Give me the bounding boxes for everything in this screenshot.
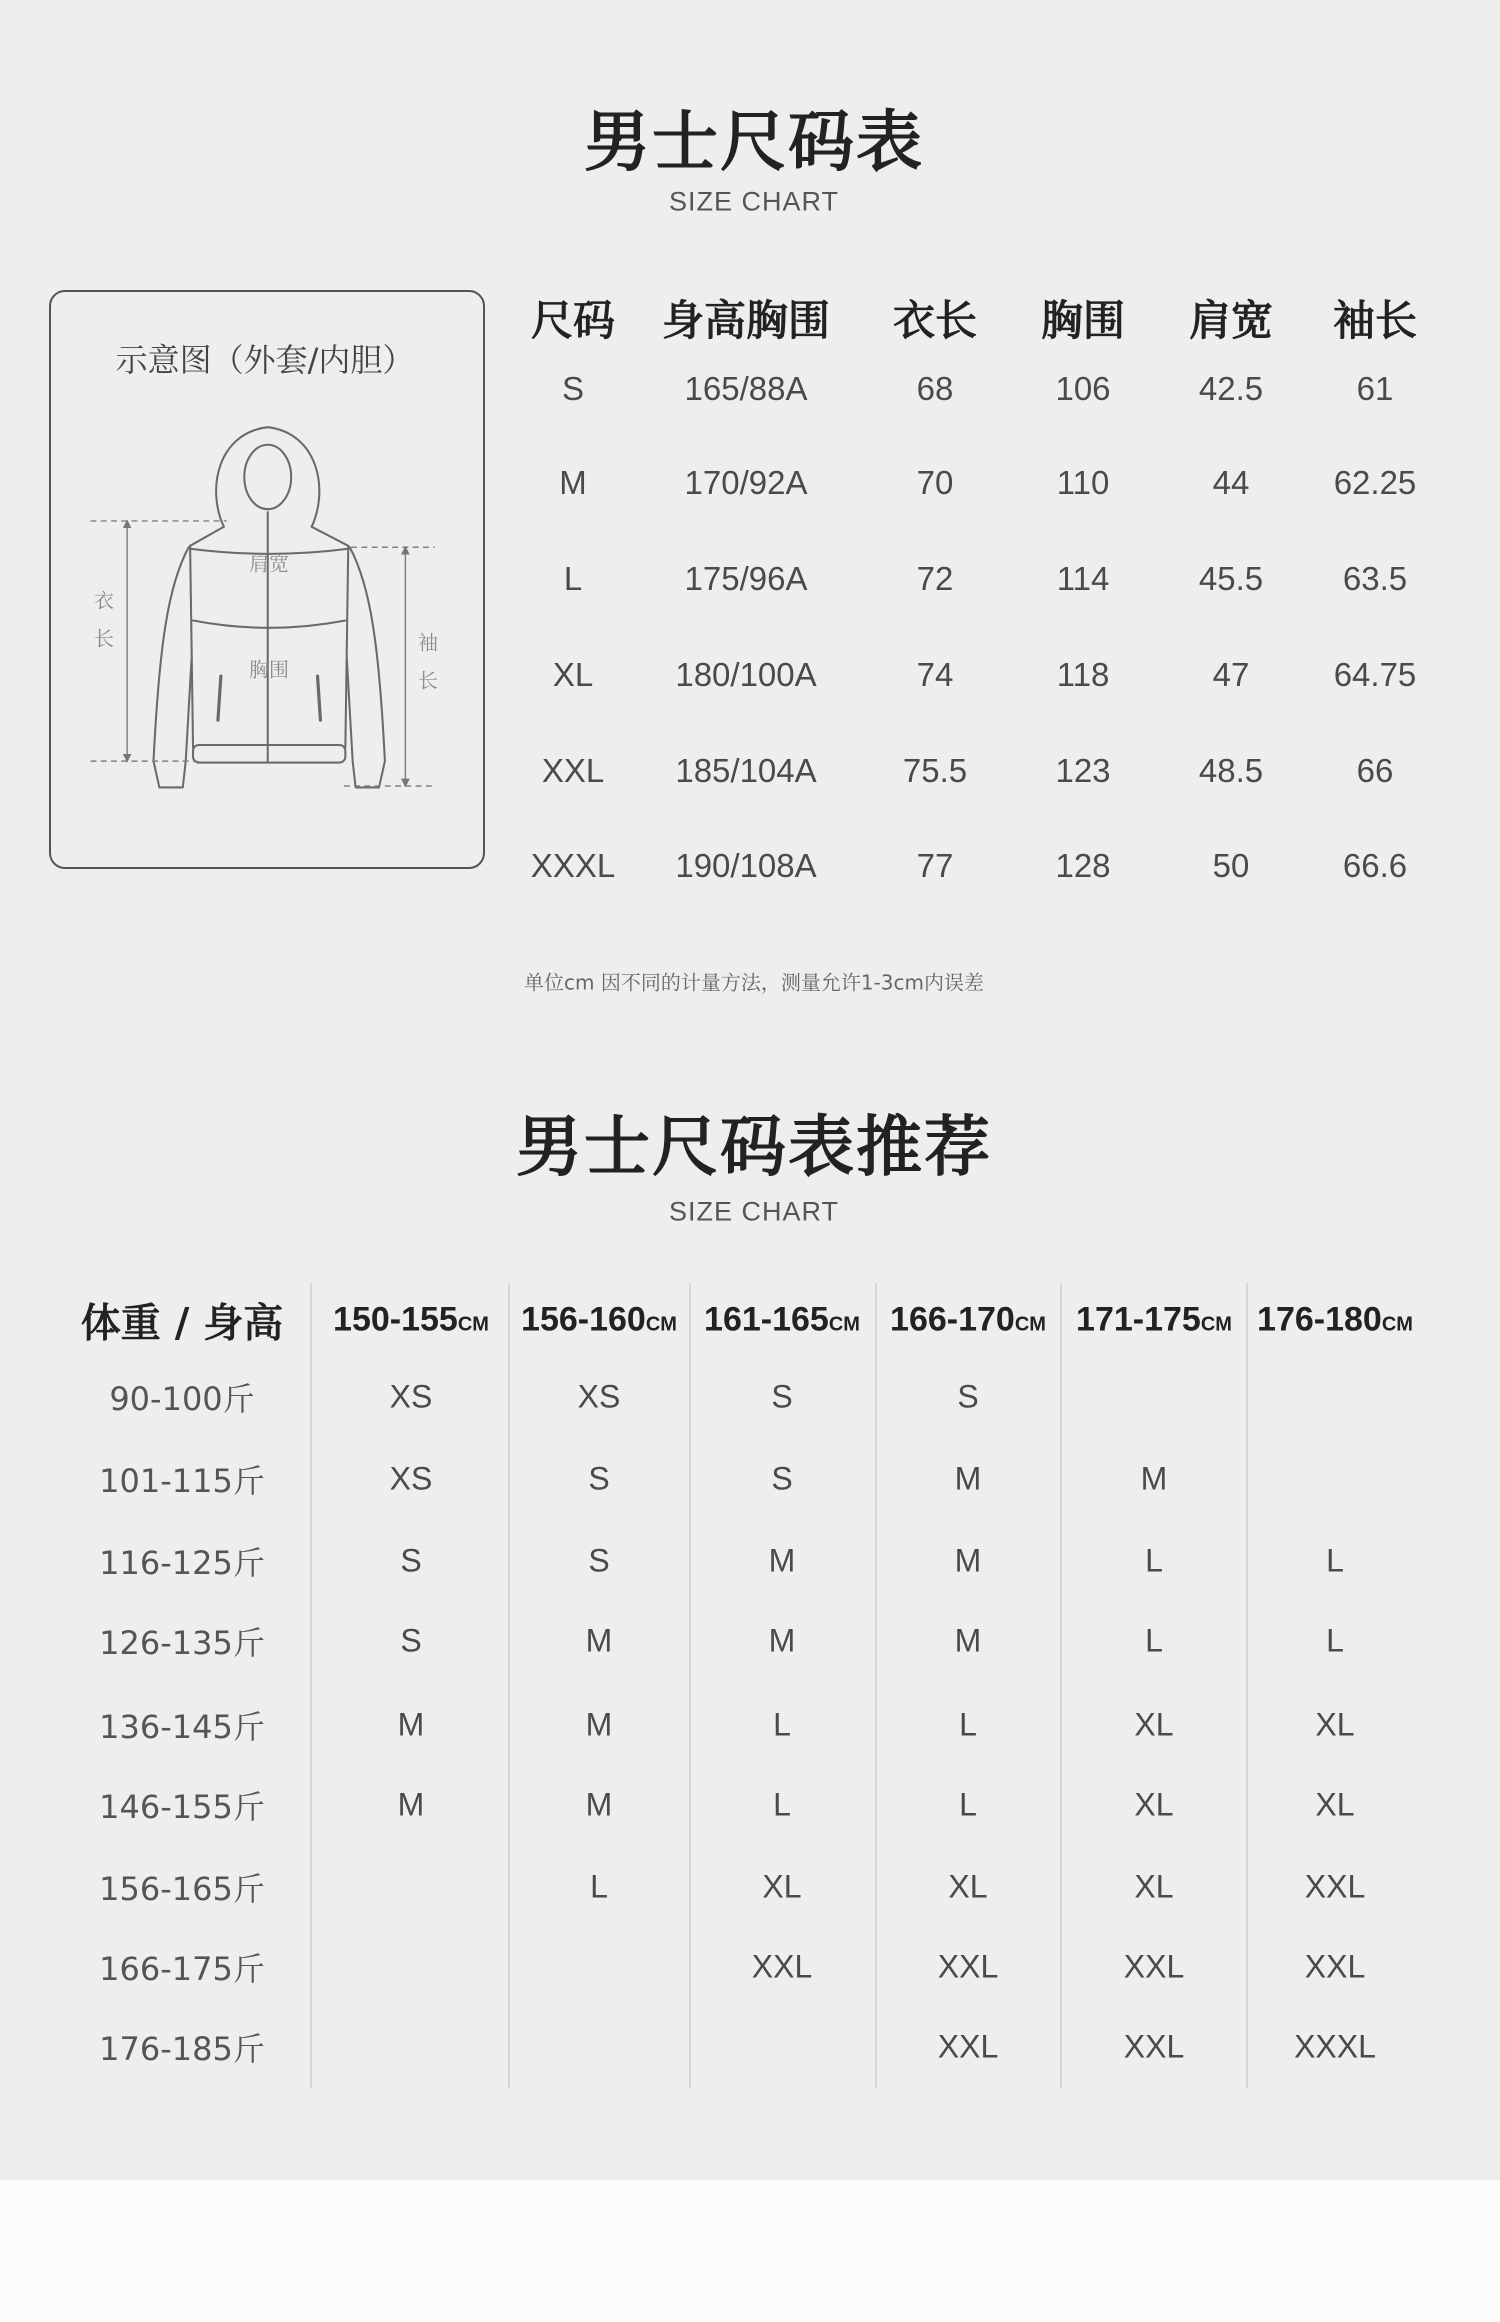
height-range-unit: CM: [1381, 1313, 1413, 1336]
height-range-header: [1076, 1301, 1232, 1340]
recommended-size-cell: L: [1145, 1542, 1163, 1579]
height-range-value: 171-175: [1076, 1300, 1201, 1339]
size-value-cell: 123: [1055, 752, 1111, 789]
size-value-cell: 47: [1212, 656, 1250, 693]
size-label-cell: XXXL: [530, 847, 616, 884]
size-column-header: 袖长: [1332, 296, 1418, 345]
size-column-header: 衣长: [892, 296, 978, 345]
height-range-value: 161-165: [704, 1300, 829, 1339]
sleeve-length-label: 袖长: [414, 632, 439, 708]
size-column-header: 胸围: [1040, 296, 1126, 345]
weight-range-label: 156-165斤: [99, 1870, 265, 1908]
recommended-size-cell: S: [957, 1378, 979, 1415]
recommended-size-cell: L: [773, 1706, 791, 1743]
footer-area: [0, 2180, 1500, 2322]
recommended-size-cell: S: [400, 1542, 422, 1579]
height-range-value: 166-170: [890, 1300, 1015, 1339]
size-chart-title: 男士尺码表: [584, 103, 924, 181]
size-column-header: 肩宽: [1188, 296, 1274, 345]
height-range-header: [890, 1301, 1046, 1340]
column-divider: [875, 1283, 877, 2088]
size-value-cell: 50: [1212, 847, 1250, 884]
size-value-cell: 70: [916, 464, 954, 501]
recommended-size-cell: S: [400, 1622, 422, 1659]
size-value-cell: 63.5: [1342, 560, 1408, 597]
height-range-unit: CM: [828, 1313, 860, 1336]
size-value-cell: 185/104A: [675, 752, 817, 789]
height-range-value: 150-155: [333, 1300, 458, 1339]
size-value-cell: 180/100A: [675, 656, 817, 693]
size-value-cell: 44: [1212, 464, 1250, 501]
jacket-outline-icon: [51, 292, 483, 867]
size-value-cell: 68: [916, 370, 954, 407]
recommended-size-cell: M: [585, 1786, 613, 1823]
recommended-size-cell: M: [768, 1622, 796, 1659]
size-value-cell: 110: [1056, 464, 1110, 501]
recommendation-title: 男士尺码表推荐: [516, 1108, 992, 1186]
size-value-cell: 128: [1055, 847, 1111, 884]
column-divider: [689, 1283, 691, 2088]
size-value-cell: 62.25: [1333, 464, 1417, 501]
size-column-header: 尺码: [530, 296, 616, 345]
recommendation-subtitle: SIZE CHART: [668, 1196, 840, 1227]
column-divider: [310, 1283, 312, 2088]
size-value-cell: 190/108A: [675, 847, 817, 884]
size-value-cell: 74: [916, 656, 954, 693]
recommended-size-cell: XXL: [937, 1948, 999, 1985]
size-value-cell: 61: [1356, 370, 1394, 407]
column-divider: [1246, 1283, 1248, 2088]
diagram-title: 示意图（外套/内胆）: [115, 341, 415, 379]
size-value-cell: 175/96A: [684, 560, 808, 597]
size-value-cell: 48.5: [1198, 752, 1264, 789]
weight-range-label: 136-145斤: [99, 1708, 265, 1746]
size-value-cell: 77: [916, 847, 954, 884]
recommended-size-cell: XL: [1134, 1868, 1174, 1905]
recommended-size-cell: M: [954, 1622, 982, 1659]
height-range-header: [521, 1301, 677, 1340]
recommended-size-cell: M: [397, 1786, 425, 1823]
recommended-size-cell: XXL: [1123, 1948, 1185, 1985]
recommended-size-cell: L: [959, 1706, 977, 1743]
size-chart-subtitle: SIZE CHART: [668, 186, 840, 217]
height-range-header: [333, 1301, 489, 1340]
recommended-size-cell: XS: [577, 1378, 621, 1415]
size-value-cell: 75.5: [902, 752, 968, 789]
height-range-value: 176-180: [1257, 1300, 1382, 1339]
recommended-size-cell: M: [954, 1460, 982, 1497]
size-value-cell: 66: [1356, 752, 1394, 789]
recommended-size-cell: XL: [1315, 1706, 1355, 1743]
recommended-size-cell: XXXL: [1294, 2028, 1376, 2065]
size-value-cell: 66.6: [1342, 847, 1408, 884]
recommended-size-cell: L: [773, 1786, 791, 1823]
recommended-size-cell: L: [1326, 1622, 1344, 1659]
recommended-size-cell: XXL: [937, 2028, 999, 2065]
recommended-size-cell: XXL: [1123, 2028, 1185, 2065]
size-value-cell: 106: [1055, 370, 1111, 407]
shoulder-width-label: 肩宽: [249, 551, 289, 576]
size-value-cell: 118: [1056, 656, 1110, 693]
recommended-size-cell: XL: [948, 1868, 988, 1905]
size-label-cell: XXL: [541, 752, 605, 789]
recommended-size-cell: S: [771, 1378, 793, 1415]
recommended-size-cell: M: [1140, 1460, 1168, 1497]
size-column-header: 身高胸围: [661, 296, 831, 345]
recommended-size-cell: XS: [389, 1460, 433, 1497]
recommended-size-cell: L: [959, 1786, 977, 1823]
recommended-size-cell: L: [590, 1868, 608, 1905]
recommended-size-cell: XXL: [1304, 1948, 1366, 1985]
chest-label: 胸围: [249, 657, 289, 682]
height-range-unit: CM: [645, 1313, 677, 1336]
weight-range-label: 126-135斤: [99, 1624, 265, 1662]
recommended-size-cell: M: [954, 1542, 982, 1579]
recommended-size-cell: M: [768, 1542, 796, 1579]
weight-range-label: 101-115斤: [99, 1462, 265, 1500]
size-value-cell: 45.5: [1198, 560, 1264, 597]
size-label-cell: S: [561, 370, 585, 407]
size-value-cell: 42.5: [1198, 370, 1264, 407]
body-length-label: 衣长: [90, 590, 115, 666]
size-value-cell: 64.75: [1333, 656, 1417, 693]
size-value-cell: 170/92A: [684, 464, 808, 501]
recommended-size-cell: XL: [1315, 1786, 1355, 1823]
height-range-header: [1257, 1301, 1413, 1340]
recommended-size-cell: XS: [389, 1378, 433, 1415]
recommended-size-cell: M: [585, 1622, 613, 1659]
height-range-unit: CM: [457, 1313, 489, 1336]
recommended-size-cell: L: [1326, 1542, 1344, 1579]
column-divider: [1060, 1283, 1062, 2088]
recommended-size-cell: M: [397, 1706, 425, 1743]
weight-range-label: 176-185斤: [99, 2030, 265, 2068]
height-range-unit: CM: [1200, 1313, 1232, 1336]
weight-range-label: 90-100斤: [109, 1380, 255, 1418]
size-label-cell: XL: [552, 656, 594, 693]
recommended-size-cell: S: [588, 1460, 610, 1497]
measurement-diagram-card: [49, 290, 485, 869]
recommended-size-cell: XL: [1134, 1706, 1174, 1743]
weight-range-label: 116-125斤: [99, 1544, 265, 1582]
recommended-size-cell: XL: [1134, 1786, 1174, 1823]
size-label-cell: L: [563, 560, 583, 597]
height-range-unit: CM: [1014, 1313, 1046, 1336]
recommended-size-cell: XXL: [1304, 1868, 1366, 1905]
measurement-note: 单位cm 因不同的计量方法，测量允许1-3cm内误差: [524, 970, 984, 995]
recommended-size-cell: XL: [762, 1868, 802, 1905]
recommended-size-cell: L: [1145, 1622, 1163, 1659]
recommended-size-cell: S: [588, 1542, 610, 1579]
height-range-value: 156-160: [521, 1300, 646, 1339]
recommended-size-cell: M: [585, 1706, 613, 1743]
weight-range-label: 166-175斤: [99, 1950, 265, 1988]
height-range-header: [704, 1301, 860, 1340]
recommended-size-cell: XXL: [751, 1948, 813, 1985]
weight-height-corner-label: 体重 / 身高: [80, 1300, 284, 1347]
weight-range-label: 146-155斤: [99, 1788, 265, 1826]
size-value-cell: 114: [1056, 560, 1110, 597]
size-label-cell: M: [559, 464, 587, 501]
size-value-cell: 165/88A: [684, 370, 808, 407]
column-divider: [508, 1283, 510, 2088]
recommended-size-cell: S: [771, 1460, 793, 1497]
size-value-cell: 72: [916, 560, 954, 597]
